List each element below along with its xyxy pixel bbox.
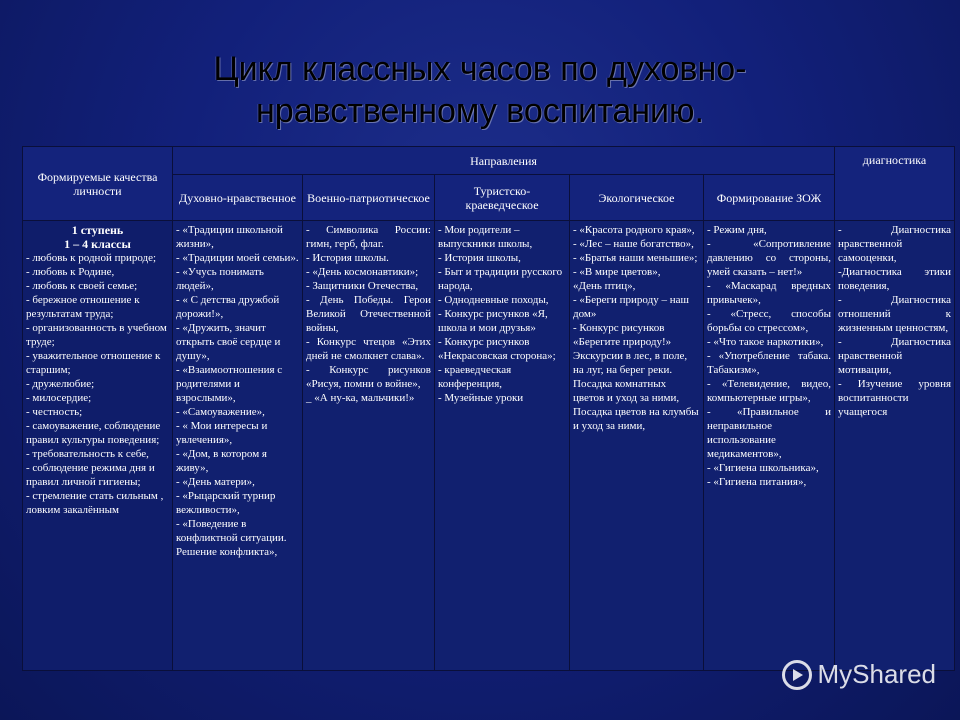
slide-title-line-2: нравственному воспитанию. xyxy=(256,92,704,130)
header-health: Формирование ЗОЖ xyxy=(704,175,835,221)
diagnostics-list: - Диагностика нравственной самооценки, -Диагностика этики поведения, - Диагностика отношений к жизненным ценностям, - Диагностика нравственной мотивации, - Изучение уровня воспитанности учащегося xyxy=(838,224,952,418)
play-circle-icon xyxy=(782,660,812,690)
tourist-list: - Мои родители – выпускники школы, - История школы, - Быт и традиции русского народа, - Однодневные походы, - Конкурс рисунков «Я, школа и мои друзья» - Конкурс рисунков «Некрасовская сторона»; - краеведческая конференция, - Музейные уроки xyxy=(438,224,563,404)
education-plan-table xyxy=(22,146,955,671)
header-directions: Направления xyxy=(173,147,835,175)
health-cell xyxy=(704,221,835,671)
header-diagnostics: диагностика xyxy=(835,147,955,221)
ecology-list: - «Красота родного края», - «Лес – наше богатство», - «Братья наши меньшие»; - «В мире цветов», «День птиц», - «Береги природу – наш дом» - Конкурс рисунков «Берегите природу!» Экскурсии в лес, в поле, на луг, на берег реки. Посадка комнатных цветов и уход за ними, Посадка цветов на клумбы и уход за ними, xyxy=(573,224,699,432)
diagnostics-cell xyxy=(835,221,955,671)
grades-label: 1 – 4 классы xyxy=(64,237,131,251)
qualities-cell xyxy=(23,221,173,671)
tourist-cell xyxy=(435,221,570,671)
header-tourist: Туристско-краеведческое xyxy=(435,175,570,221)
slide-title xyxy=(0,48,960,132)
slide-title-line-1: Цикл классных часов по духовно- xyxy=(213,50,747,88)
military-cell xyxy=(303,221,435,671)
military-list: - Символика России: гимн, герб, флаг. - История школы. - «День космонавтики»; - Защитники Отечества, - День Победы. Герои Великой Отечественной войны, - Конкурс чтецов «Этих дней не смолкнет слава». - Конкурс рисунков «Рисуя, помни о войне», _ «А ну-ка, мальчики!» xyxy=(306,224,431,404)
header-military: Военно-патриотическое xyxy=(303,175,435,221)
header-ecology: Экологическое xyxy=(570,175,704,221)
health-list: - Режим дня, - «Сопротивление давлению со стороны, умей сказать – нет!» - «Маскарад вредных привычек», - «Стресс, способы борьбы со стрессом», - «Что такое наркотики», - «Употребление табака. Табакизм», - «Телевидение, видео, компьютерные игры», - «Правильное и неправильное использование медикаментов», - «Гигиена школьника», - «Гигиена питания», xyxy=(707,224,832,488)
qualities-list: - любовь к родной природе; - любовь к Родине, - любовь к своей семье; - бережное отношение к результатам труда; - организованность в учебном труде; - уважительное отношение к старшим; - дружелюбие; - милосердие; - честность; - самоуважение, соблюдение правил культуры поведения; - требовательность к себе, - соблюдение режима дня и правил личной гигиены; - стремление стать сильным , ловким закалённым xyxy=(26,252,167,516)
spiritual-cell xyxy=(173,221,303,671)
ecology-cell xyxy=(570,221,704,671)
stage-label: 1 ступень xyxy=(71,223,124,237)
header-spiritual: Духовно-нравственное xyxy=(173,175,303,221)
spiritual-list: - «Традиции школьной жизни», - «Традиции моей семьи». - «Учусь понимать людей», - « С детства дружбой дорожи!», - «Дружить, значит открыть своё сердце и душу», - «Взаимоотношения с родителями и взрослыми», - «Самоуважение», - « Мои интересы и увлечения», - «Дом, в котором я живу», - «День матери», - «Рыцарский турнир вежливости», - «Поведение в конфликтной ситуации. Решение конфликта», xyxy=(176,224,299,558)
watermark-text: MyShared xyxy=(817,659,936,689)
watermark xyxy=(782,659,937,690)
header-qualities: Формируемые качества личности xyxy=(23,147,173,221)
